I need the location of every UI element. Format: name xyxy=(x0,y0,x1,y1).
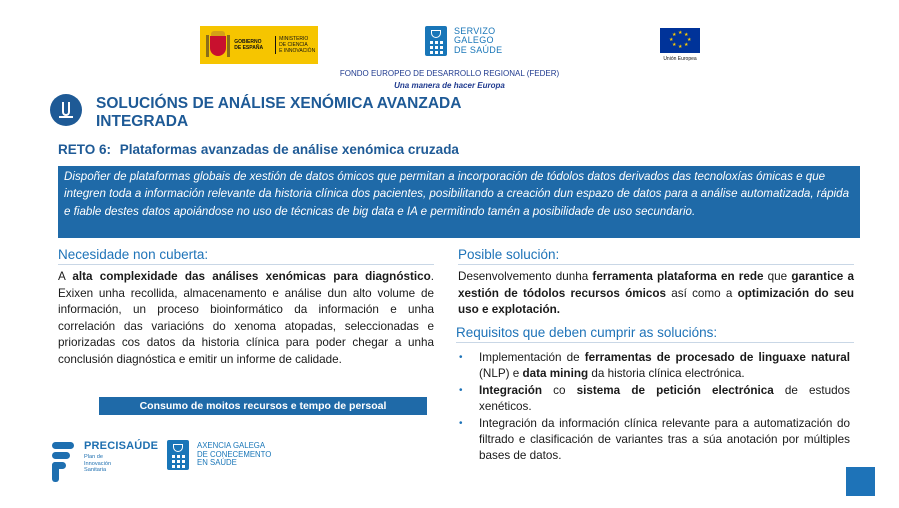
eu-flag-icon: ★ ★ ★ ★ ★ ★ ★ ★ xyxy=(660,28,700,53)
reto-text: Plataformas avanzadas de análise xenómica cruzada xyxy=(119,142,459,157)
list-item: • Integración co sistema de petición electrónica de estudos xenéticos. xyxy=(459,383,850,414)
precisaude-logo xyxy=(48,440,158,484)
need-paragraph: A alta complexidade das análises xenómicas para diagnóstico. Exixen unha recollida, almacenamento e análise dun alto volume de información, un proceso bioinformático da información e unha correlación das variacións do xenoma atopadas, seleccionadas e priorizadas cos datos da historia clínica para poder chegar a unha conclusión diagnóstica e emitir un informe de calidade. xyxy=(58,270,434,366)
page-title-line2: INTEGRADA xyxy=(96,113,189,130)
page-title xyxy=(96,95,516,131)
list-item: • Integración da información clínica relevante para a automatización do filtrado e clasificación de variantes tras a súa anotación por múltiples bases de datos. xyxy=(459,416,850,463)
need-banner: Consumo de moitos recursos e tempo de persoal xyxy=(99,397,427,415)
list-item: • Implementación de ferramentas de procesado de linguaxe natural (NLP) e data mining da historia clínica electrónica. xyxy=(459,351,850,381)
feder-label: FONDO EUROPEO DE DESARROLLO REGIONAL (FEDER) xyxy=(339,69,560,78)
requirements-list xyxy=(458,350,850,465)
corner-decoration xyxy=(846,467,875,496)
solution-divider xyxy=(458,264,854,265)
spain-coat-of-arms-icon xyxy=(205,30,230,60)
need-divider xyxy=(58,264,434,265)
requirements-heading: Requisitos que deben cumprir as solucións: xyxy=(456,325,718,340)
reto-label: RETO 6: xyxy=(58,142,112,157)
bullet-icon: • xyxy=(459,352,463,363)
eu-logo xyxy=(660,28,700,62)
galicia-shield-icon xyxy=(167,440,189,470)
galicia-shield-icon xyxy=(425,26,447,56)
precisaude-mark-icon xyxy=(48,440,74,484)
acis-text: AXENCIA GALEGA DE CONECEMENTO EN SAÚDE xyxy=(197,441,272,468)
challenge-summary: Dispoñer de plataformas globais de xestión de datos ómicos que permitan a incorporación de tódolos datos derivados das tecnoloxías ómicas e que integren toda a información relevante da historia clínica dos pacientes, posibilitando a creación dun espazo de datos para a análise automatizada, rápida e fiable destes datos apoiándose no uso de técnicas de big data e IA e permitindo tamén a posibilidade de uso secundario. xyxy=(58,166,860,238)
bullet-icon: • xyxy=(459,417,463,429)
ministerio-text: MINISTERIO DE CIENCIA E INNOVACIÓN xyxy=(275,36,318,54)
solution-paragraph: Desenvolvemento dunha ferramenta plataforma en rede que garantice a xestión de tódolos recursos ómicos así como a optimización do seu uso e explotación. xyxy=(458,270,854,317)
precisaude-subtitle: Plan de Innovación Sanitaria xyxy=(84,454,112,473)
gobierno-text: GOBIERNO DE ESPAÑA xyxy=(234,39,264,51)
feder-motto: Una manera de hacer Europa xyxy=(394,81,505,90)
need-bold: alta complexidade das análises xenómicas para diagnóstico xyxy=(72,270,431,283)
precisaude-name: PRECISAÚDE xyxy=(84,440,159,452)
reto-heading xyxy=(58,142,459,157)
microscope-icon xyxy=(50,94,82,126)
need-heading: Necesidade non cuberta: xyxy=(58,247,209,262)
acis-logo xyxy=(167,440,271,470)
bullet-icon: • xyxy=(459,384,463,396)
sergas-text: SERVIZO GALEGO DE SAÚDE xyxy=(454,25,503,55)
solution-heading: Posible solución: xyxy=(458,247,560,262)
requirements-divider xyxy=(456,342,854,343)
gobierno-espana-logo xyxy=(200,26,318,64)
eu-label: Unión Europea xyxy=(663,56,697,62)
page-title-line1: SOLUCIÓNS DE ANÁLISE XENÓMICA AVANZADA xyxy=(96,95,462,112)
sergas-logo xyxy=(425,26,502,56)
